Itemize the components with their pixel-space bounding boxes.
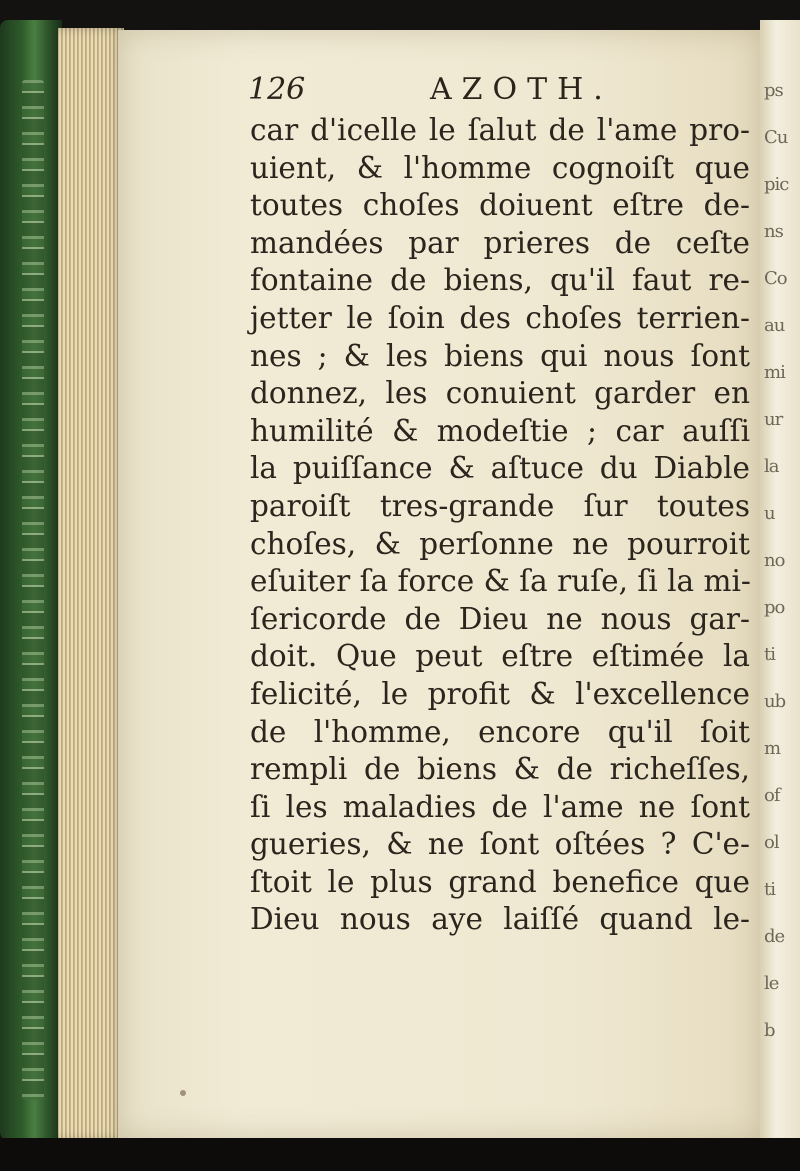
facing-page-fragment: ti — [764, 644, 775, 664]
facing-page-fragment: le — [764, 973, 779, 993]
text-line: ſi les maladies de l'ame ne ſont — [250, 789, 750, 824]
bottom-shadow — [0, 1138, 800, 1171]
text-line: paroiſt tres-grande ſur toutes — [250, 488, 750, 523]
facing-page-fragment: au — [764, 315, 785, 335]
facing-page-fragment: ps — [764, 80, 783, 100]
facing-page-fragment: Co — [764, 268, 787, 288]
text-line: de l'homme, encore qu'il ſoit — [250, 714, 750, 749]
page-number: 126 — [248, 72, 306, 107]
text-line: rempli de biens & de richeſſes, — [250, 752, 750, 787]
text-line: doit. Que peut eſtre eſtimée la — [250, 639, 750, 674]
facing-page-fragment: ur — [764, 409, 783, 429]
facing-page-strip — [760, 20, 800, 1140]
text-line: donnez, les conuient garder en — [250, 376, 750, 411]
ink-speck — [180, 1090, 186, 1096]
facing-page-fragment: b — [764, 1020, 775, 1040]
facing-page-fragment: u — [764, 503, 775, 523]
facing-page-fragment: mi — [764, 362, 785, 382]
text-line: mandées par prieres de ceſte — [250, 225, 750, 260]
text-line: uient, & l'homme cognoiſt que — [250, 150, 750, 185]
book-spine — [0, 20, 62, 1140]
facing-page-fragment: m — [764, 738, 781, 758]
text-line: choſes, & perſonne ne pourroit — [250, 526, 750, 561]
text-line: humilité & modeſtie ; car auſſi — [250, 413, 750, 448]
body-text — [250, 112, 750, 939]
facing-page-fragment: of — [764, 785, 780, 805]
facing-page-fragment: la — [764, 456, 779, 476]
text-line: gueries, & ne ſont oſtées ? C'e- — [250, 827, 750, 862]
text-line: toutes choſes doiuent eſtre de- — [250, 188, 750, 223]
text-line: nes ; & les biens qui nous ſont — [250, 338, 750, 373]
text-line: car d'icelle le ſalut de l'ame pro- — [250, 113, 750, 147]
facing-page-fragment: ub — [764, 691, 786, 711]
text-line: ſtoit le plus grand benefice que — [250, 864, 750, 899]
text-line: fontaine de biens, qu'il faut re- — [250, 263, 750, 298]
facing-page-fragment: ns — [764, 221, 783, 241]
facing-page-fragment: pic — [764, 174, 789, 194]
text-line: Dieu nous aye laiſſé quand le- — [250, 902, 750, 937]
text-line: jetter le ſoin des choſes terrien- — [250, 300, 750, 335]
facing-page-fragment: po — [764, 597, 785, 617]
text-line: la puiſſance & aſtuce du Diable — [250, 451, 750, 486]
facing-page-fragment: ol — [764, 832, 779, 852]
text-line: eſuiter ſa force & ſa ruſe, ſi la mi- — [250, 564, 751, 599]
facing-page-fragment: ti — [764, 879, 775, 899]
page-header — [248, 72, 768, 112]
facing-page-fragment: Cu — [764, 127, 788, 147]
facing-page-fragment: no — [764, 550, 785, 570]
facing-page-fragment: de — [764, 926, 785, 946]
page-edges — [58, 28, 124, 1140]
text-line: ſericorde de Dieu ne nous gar- — [250, 601, 750, 636]
running-title: AZOTH. — [430, 72, 613, 107]
spine-tooling-decoration — [22, 80, 44, 1100]
text-line: felicité, le profit & l'excellence — [250, 676, 750, 711]
